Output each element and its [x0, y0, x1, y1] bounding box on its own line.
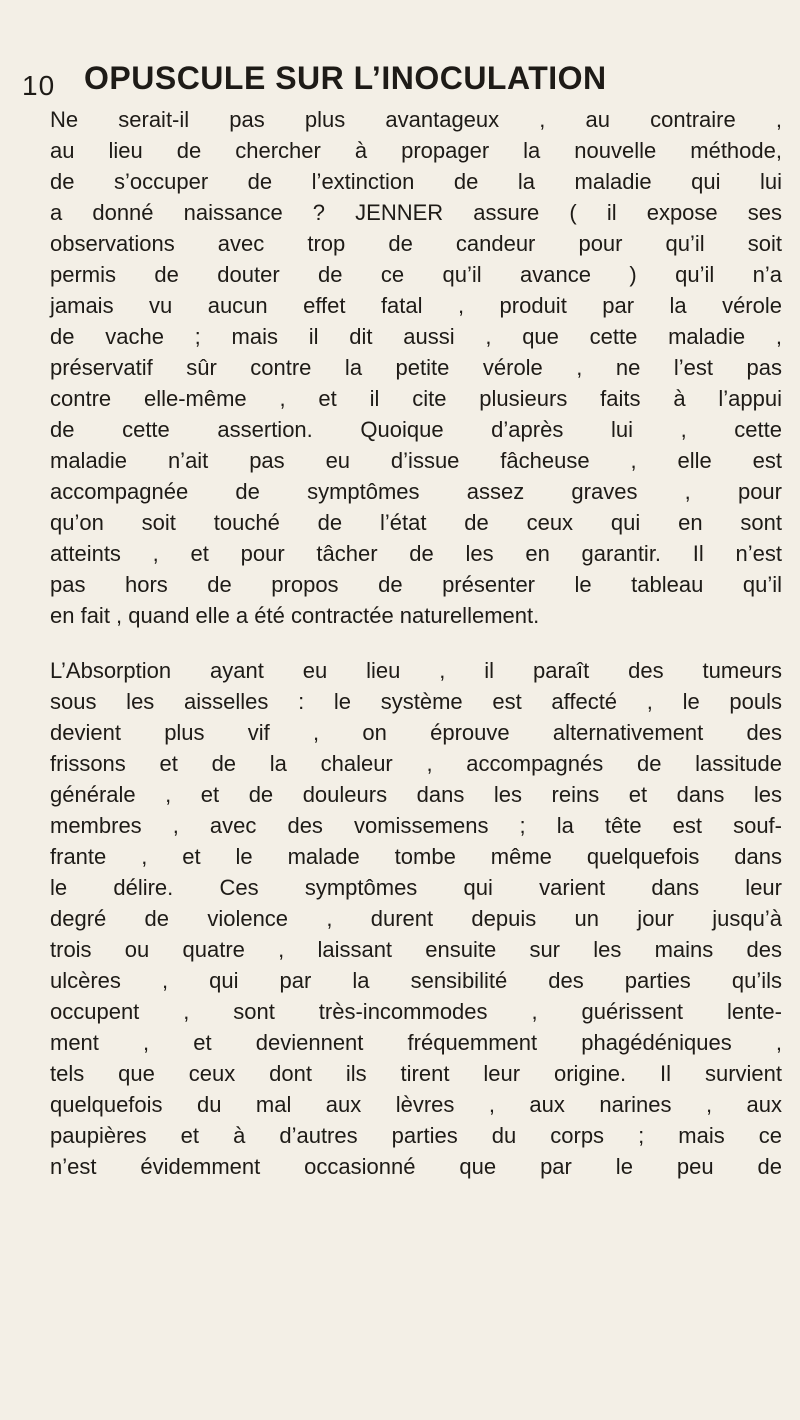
text-line: maladie n’ait pas eu d’issue fâcheuse , elle est: [50, 448, 782, 473]
text-line: contre elle-même , et il cite plusieurs faits à l’appui: [50, 386, 782, 411]
page-number: 10: [22, 70, 56, 101]
text-line: frante , et le malade tombe même quelquefois dans: [50, 844, 782, 869]
page-header: [22, 60, 722, 100]
text-line: en fait , quand elle a été contractée naturellement.: [50, 603, 540, 628]
text-line: paupières et à d’autres parties du corps ; mais ce: [50, 1123, 782, 1148]
text-line: le délire. Ces symptômes qui varient dans leur: [50, 875, 782, 900]
text-line: observations avec trop de candeur pour qu’il soit: [50, 231, 782, 256]
text-line: générale , et de douleurs dans les reins et dans les: [50, 782, 782, 807]
text-line: atteints , et pour tâcher de les en garantir. Il n’est: [50, 541, 782, 566]
paragraph: [50, 655, 782, 1182]
text-line: de cette assertion. Quoique d’après lui , cette: [50, 417, 782, 442]
text-line: quelquefois du mal aux lèvres , aux narines , aux: [50, 1092, 782, 1117]
text-line: occupent , sont très-incommodes , guérissent lente-: [50, 999, 782, 1024]
body-text: [50, 104, 782, 1182]
text-line: au lieu de chercher à propager la nouvelle méthode,: [50, 138, 782, 163]
text-line: de vache ; mais il dit aussi , que cette maladie ,: [50, 324, 782, 349]
paragraph: [50, 104, 782, 631]
text-line: n’est évidemment occasionné que par le peu de: [50, 1154, 782, 1179]
text-line: a donné naissance ? JENNER assure ( il expose ses: [50, 200, 782, 225]
text-line: trois ou quatre , laissant ensuite sur les mains des: [50, 937, 782, 962]
paragraph-gap: [50, 631, 782, 655]
text-line: préservatif sûr contre la petite vérole , ne l’est pas: [50, 355, 782, 380]
text-line: pas hors de propos de présenter le tableau qu’il: [50, 572, 782, 597]
running-title: OPUSCULE SUR L’INOCULATION: [84, 60, 607, 96]
text-line: permis de douter de ce qu’il avance ) qu’il n’a: [50, 262, 782, 287]
text-line: ment , et deviennent fréquemment phagédéniques ,: [50, 1030, 782, 1055]
text-line: sous les aisselles : le système est affecté , le pouls: [50, 689, 782, 714]
text-line: accompagnée de symptômes assez graves , pour: [50, 479, 782, 504]
text-line: jamais vu aucun effet fatal , produit par la vérole: [50, 293, 782, 318]
text-line: membres , avec des vomissemens ; la tête est souf-: [50, 813, 782, 838]
text-line: qu’on soit touché de l’état de ceux qui en sont: [50, 510, 782, 535]
text-line: Ne serait-il pas plus avantageux , au contraire ,: [50, 107, 782, 132]
text-line: frissons et de la chaleur , accompagnés de lassitude: [50, 751, 782, 776]
text-line: degré de violence , durent depuis un jour jusqu’à: [50, 906, 782, 931]
text-line: devient plus vif , on éprouve alternativement des: [50, 720, 782, 745]
text-line: tels que ceux dont ils tirent leur origine. Il survient: [50, 1061, 782, 1086]
text-line: L’Absorption ayant eu lieu , il paraît des tumeurs: [50, 658, 782, 683]
text-line: ulcères , qui par la sensibilité des parties qu’ils: [50, 968, 782, 993]
text-line: de s’occuper de l’extinction de la maladie qui lui: [50, 169, 782, 194]
